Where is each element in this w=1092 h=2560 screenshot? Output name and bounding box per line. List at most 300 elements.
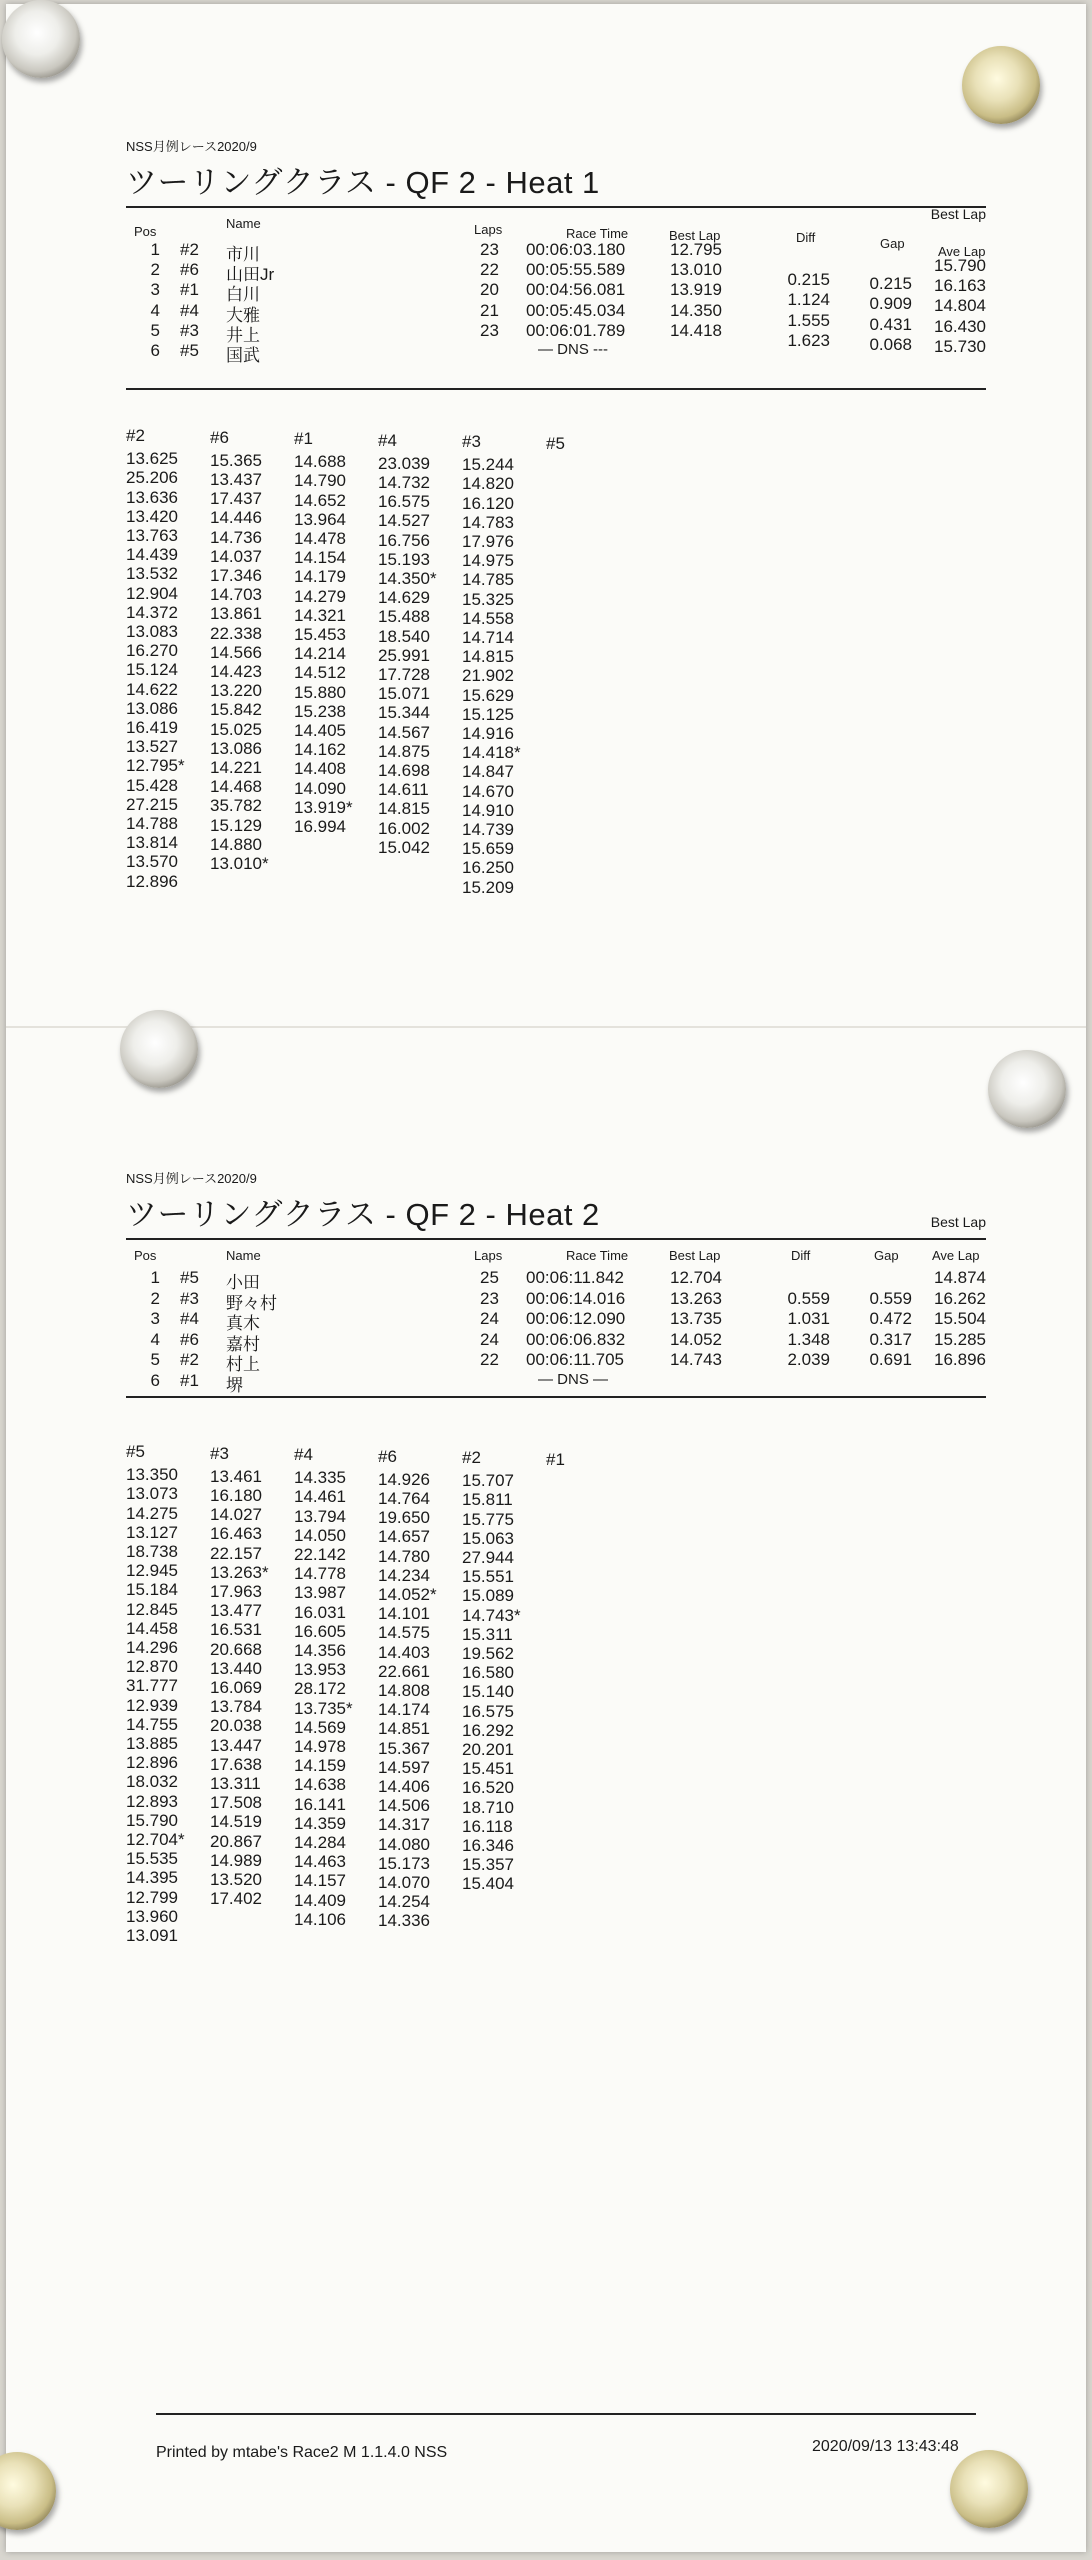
lap-time: 15.365 xyxy=(210,450,262,470)
lap-column xyxy=(126,426,185,891)
lap-time: 14.698 xyxy=(378,760,430,780)
lap-time: 14.788 xyxy=(126,814,178,834)
lap-time: 14.405 xyxy=(294,721,346,741)
lap-time: 20.668 xyxy=(210,1639,262,1659)
result-diff: 2.039 xyxy=(787,1350,830,1369)
heat2-col-name: Name xyxy=(226,1248,261,1263)
lap-column xyxy=(294,429,353,836)
footer-rule xyxy=(156,2413,976,2415)
lap-time: 16.580 xyxy=(462,1663,514,1683)
lap-time: 13.964 xyxy=(294,509,346,529)
lap-time: 12.939 xyxy=(126,1695,178,1715)
lap-time: 15.404 xyxy=(462,1874,514,1894)
lap-column-car: #6 xyxy=(378,1446,397,1466)
lap-time: 14.764 xyxy=(378,1488,430,1508)
lap-time: 14.296 xyxy=(126,1638,178,1658)
lap-time: 14.106 xyxy=(294,1909,346,1929)
result-race-time: 00:06:06.832 xyxy=(526,1329,626,1349)
lap-time: 14.321 xyxy=(294,605,346,625)
lap-column-car: #2 xyxy=(126,426,145,445)
result-laps: 23 xyxy=(480,1288,499,1308)
result-name: 大雅 xyxy=(226,305,260,325)
result-car: #6 xyxy=(180,1329,199,1349)
lap-time: 15.209 xyxy=(462,877,514,897)
result-gap: 0.317 xyxy=(869,1329,912,1349)
result-best-lap: 13.919 xyxy=(670,280,722,300)
lap-time: 13.885 xyxy=(126,1734,178,1754)
result-row xyxy=(126,1350,986,1374)
lap-time: 22.142 xyxy=(294,1545,346,1565)
lap-time: 16.994 xyxy=(294,817,346,837)
result-race-time: — DNS --- xyxy=(538,341,608,358)
result-ave-lap: 16.896 xyxy=(934,1350,986,1369)
lap-time: 13.532 xyxy=(126,564,178,584)
lap-time: 15.129 xyxy=(210,815,262,835)
lap-column xyxy=(126,1442,185,1945)
lap-time: 21.902 xyxy=(462,666,514,686)
result-best-lap: 13.263 xyxy=(670,1288,722,1308)
heat1-col-laps: Laps xyxy=(474,222,503,237)
lap-time: 15.089 xyxy=(462,1586,514,1606)
lap-time: 14.234 xyxy=(378,1565,430,1585)
result-pos: 1 xyxy=(150,1268,160,1287)
lap-time: 14.688 xyxy=(294,452,346,472)
heat1-col-gap: Gap xyxy=(880,236,905,251)
lap-time: 14.910 xyxy=(462,800,514,820)
result-best-lap: 12.704 xyxy=(670,1268,722,1287)
lap-time: 22.157 xyxy=(210,1543,262,1563)
lap-time: 14.567 xyxy=(378,722,430,742)
lap-time: 35.782 xyxy=(210,796,262,816)
lap-time: 13.083 xyxy=(126,622,178,642)
lap-time: 27.944 xyxy=(462,1548,514,1568)
result-name: 市川 xyxy=(226,245,260,264)
lap-column-car: #4 xyxy=(378,430,397,450)
lap-time: 14.989 xyxy=(210,1850,262,1870)
lap-time: 16.575 xyxy=(378,492,430,512)
lap-time: 14.101 xyxy=(378,1604,430,1624)
magnet-icon xyxy=(950,2450,1028,2528)
result-race-time: 00:05:55.589 xyxy=(526,260,626,280)
lap-time: 13.086 xyxy=(126,698,178,718)
result-laps: 24 xyxy=(480,1309,499,1328)
lap-time: 16.520 xyxy=(462,1778,514,1798)
result-car: #5 xyxy=(180,341,199,360)
lap-time: 15.775 xyxy=(462,1509,514,1529)
lap-time: 13.861 xyxy=(210,604,262,624)
lap-time: 20.038 xyxy=(210,1716,262,1736)
lap-time: 14.439 xyxy=(126,545,178,565)
lap-time: 16.120 xyxy=(462,493,514,513)
lap-time: 14.783 xyxy=(462,512,514,532)
lap-time: 14.395 xyxy=(126,1868,178,1888)
lap-time: 15.344 xyxy=(378,703,430,723)
lap-time: 14.157 xyxy=(294,1871,346,1891)
result-car: #4 xyxy=(180,300,199,320)
lap-time: 13.263* xyxy=(210,1562,269,1582)
result-name: 山田Jr xyxy=(226,265,275,285)
lap-time: 13.086 xyxy=(210,738,262,758)
lap-column xyxy=(462,432,521,897)
lap-column-car: #2 xyxy=(462,1448,481,1467)
lap-time: 15.880 xyxy=(294,682,346,702)
lap-time: 14.815 xyxy=(378,799,430,819)
lap-time: 12.893 xyxy=(126,1791,178,1811)
result-race-time: 00:04:56.081 xyxy=(526,280,626,300)
result-car: #1 xyxy=(180,1370,199,1390)
lap-time: 14.638 xyxy=(294,1775,346,1795)
lap-time: 15.428 xyxy=(126,775,178,795)
result-race-time: 00:06:01.789 xyxy=(526,320,626,340)
heat1-col-ave-lap: Ave Lap xyxy=(938,244,986,259)
lap-time: 14.847 xyxy=(462,762,514,782)
lap-time: 14.652 xyxy=(294,490,346,510)
heat2-title-rule xyxy=(126,1238,986,1240)
result-diff: 1.348 xyxy=(787,1329,830,1349)
lap-time: 13.784 xyxy=(210,1697,262,1717)
lap-time: 13.520 xyxy=(210,1869,262,1889)
heat2-col-ave-lap: Ave Lap xyxy=(932,1248,980,1263)
lap-time: 16.069 xyxy=(210,1677,262,1697)
lap-column-car: #1 xyxy=(294,429,313,448)
lap-column xyxy=(210,428,269,874)
result-name: 小田 xyxy=(226,1273,260,1292)
result-car: #2 xyxy=(180,1350,199,1369)
lap-time: 14.359 xyxy=(294,1813,346,1833)
lap-time: 31.777 xyxy=(126,1676,178,1696)
printout-paper xyxy=(6,4,1086,2552)
result-pos: 6 xyxy=(150,341,160,360)
lap-column-car: #3 xyxy=(462,432,481,451)
result-diff: 1.124 xyxy=(787,290,830,310)
lap-time: 20.867 xyxy=(210,1831,262,1851)
result-race-time: 00:06:11.705 xyxy=(526,1350,624,1369)
result-row xyxy=(126,341,986,365)
magnet-icon xyxy=(120,1010,198,1088)
lap-time: 14.335 xyxy=(294,1468,346,1488)
result-laps: 23 xyxy=(480,240,499,259)
lap-time: 14.558 xyxy=(462,608,514,628)
heat1-subtitle: NSS月例レース2020/9 xyxy=(126,139,257,154)
lap-time: 14.275 xyxy=(126,1503,178,1523)
result-name: 白川 xyxy=(226,285,260,305)
result-ave-lap: 15.730 xyxy=(934,336,986,356)
result-pos: 4 xyxy=(150,1329,160,1349)
lap-time: 14.975 xyxy=(462,551,514,571)
heat1-title-rule xyxy=(126,206,986,208)
lap-time: 14.423 xyxy=(210,661,262,681)
lap-time: 14.622 xyxy=(126,679,178,699)
lap-time: 13.073 xyxy=(126,1484,178,1504)
lap-time: 15.042 xyxy=(378,837,430,857)
lap-time: 14.214 xyxy=(294,644,346,664)
lap-time: 14.703 xyxy=(210,585,262,605)
lap-time: 16.756 xyxy=(378,530,430,550)
lap-time: 19.562 xyxy=(462,1644,514,1664)
lap-time: 15.063 xyxy=(462,1528,514,1548)
lap-time: 12.870 xyxy=(126,1657,178,1677)
heat1-col-name: Name xyxy=(226,216,261,231)
result-ave-lap: 16.262 xyxy=(934,1288,986,1308)
result-pos: 5 xyxy=(150,320,160,340)
lap-time: 15.629 xyxy=(462,685,514,705)
lap-time: 13.625 xyxy=(126,449,178,469)
heat2-col-laps: Laps xyxy=(474,1248,503,1263)
result-diff: 1.555 xyxy=(787,310,830,330)
result-pos: 4 xyxy=(150,300,160,320)
lap-column xyxy=(378,431,437,857)
lap-time: 12.799 xyxy=(126,1887,178,1907)
lap-time: 14.755 xyxy=(126,1714,178,1734)
lap-time: 20.201 xyxy=(462,1740,514,1760)
lap-time: 14.406 xyxy=(378,1776,430,1796)
result-gap: 0.691 xyxy=(869,1350,912,1369)
heat2-col-race-time: Race Time xyxy=(566,1248,629,1263)
lap-time: 16.346 xyxy=(462,1836,514,1856)
result-best-lap: 13.735 xyxy=(670,1309,722,1328)
lap-time: 13.220 xyxy=(210,681,262,701)
lap-time: 16.141 xyxy=(294,1794,346,1814)
lap-time: 14.569 xyxy=(294,1717,346,1737)
lap-time: 14.519 xyxy=(210,1812,262,1832)
lap-time: 12.704* xyxy=(126,1830,185,1850)
lap-time: 13.091 xyxy=(126,1926,178,1946)
lap-time: 14.732 xyxy=(378,472,430,492)
lap-column xyxy=(462,1448,521,1894)
lap-column-car: #1 xyxy=(546,1449,565,1469)
lap-column xyxy=(546,434,565,457)
lap-time: 15.535 xyxy=(126,1849,178,1869)
lap-time: 14.070 xyxy=(378,1872,430,1892)
lap-time: 22.661 xyxy=(378,1661,430,1681)
lap-time: 15.325 xyxy=(462,589,514,609)
lap-column xyxy=(378,1447,437,1931)
result-name: 村上 xyxy=(226,1355,260,1374)
heat1-col-pos: Pos xyxy=(134,224,157,239)
lap-time: 14.815 xyxy=(462,647,514,667)
lap-time: 13.127 xyxy=(126,1522,178,1542)
lap-time: 23.039 xyxy=(378,453,430,473)
result-car: #3 xyxy=(180,320,199,340)
lap-time: 14.916 xyxy=(462,724,514,744)
lap-time: 14.418* xyxy=(462,743,521,763)
result-car: #4 xyxy=(180,1309,199,1328)
lap-time: 14.670 xyxy=(462,781,514,801)
result-row xyxy=(126,1288,986,1313)
heat1-col-best-lap: Best Lap xyxy=(669,228,721,243)
result-name: 嘉村 xyxy=(226,1334,260,1354)
lap-time: 14.174 xyxy=(378,1700,430,1720)
lap-time: 13.987 xyxy=(294,1583,346,1603)
result-car: #1 xyxy=(180,280,199,300)
lap-time: 16.575 xyxy=(462,1701,514,1721)
lap-time: 14.356 xyxy=(294,1641,346,1661)
result-best-lap: 14.743 xyxy=(670,1350,722,1369)
lap-time: 16.031 xyxy=(294,1602,346,1622)
lap-time: 14.629 xyxy=(378,588,430,608)
result-laps: 21 xyxy=(480,300,499,320)
lap-time: 17.963 xyxy=(210,1581,262,1601)
lap-time: 14.743* xyxy=(462,1605,521,1625)
lap-time: 19.650 xyxy=(378,1508,430,1528)
lap-time: 14.408 xyxy=(294,759,346,779)
lap-time: 18.710 xyxy=(462,1797,514,1817)
result-car: #2 xyxy=(180,240,199,259)
heat2-title: ツーリングクラス - QF 2 - Heat 2 xyxy=(126,1197,600,1232)
lap-time: 14.478 xyxy=(294,529,346,549)
lap-time: 17.402 xyxy=(210,1889,262,1909)
lap-time: 16.180 xyxy=(210,1485,262,1505)
result-row xyxy=(126,1268,986,1292)
lap-time: 17.508 xyxy=(210,1793,262,1813)
lap-time: 14.875 xyxy=(378,741,430,761)
lap-time: 17.638 xyxy=(210,1754,262,1774)
lap-time: 14.159 xyxy=(294,1756,346,1776)
lap-time: 13.763 xyxy=(126,526,178,546)
result-best-lap: 14.418 xyxy=(670,320,722,340)
lap-time: 15.025 xyxy=(210,719,262,739)
lap-time: 13.636 xyxy=(126,487,178,507)
lap-time: 13.570 xyxy=(126,852,178,872)
lap-time: 25.991 xyxy=(378,645,430,665)
result-gap: 0.431 xyxy=(869,314,912,334)
result-pos: 3 xyxy=(150,280,160,300)
lap-time: 14.154 xyxy=(294,548,346,568)
result-ave-lap: 16.163 xyxy=(934,276,986,296)
heat1-col-diff: Diff xyxy=(796,230,816,245)
lap-time: 13.953 xyxy=(294,1660,346,1680)
lap-column xyxy=(546,1450,565,1473)
result-row xyxy=(126,1309,986,1333)
lap-time: 16.270 xyxy=(126,641,178,661)
result-laps: 22 xyxy=(480,1350,499,1369)
lap-time: 15.551 xyxy=(462,1567,514,1587)
lap-time: 14.403 xyxy=(378,1642,430,1662)
lap-time: 12.896 xyxy=(126,871,178,891)
lap-time: 15.193 xyxy=(378,549,430,569)
lap-time: 12.896 xyxy=(126,1753,178,1773)
lap-time: 14.926 xyxy=(378,1469,430,1489)
lap-time: 15.071 xyxy=(378,684,430,704)
lap-time: 15.124 xyxy=(126,660,178,680)
lap-time: 14.027 xyxy=(210,1505,262,1525)
lap-time: 14.880 xyxy=(210,834,262,854)
lap-time: 15.451 xyxy=(462,1759,514,1779)
result-name: 井上 xyxy=(226,325,260,345)
lap-column-car: #6 xyxy=(210,427,229,447)
lap-time: 13.350 xyxy=(126,1465,178,1485)
lap-column-car: #5 xyxy=(126,1442,145,1461)
lap-time: 18.738 xyxy=(126,1542,178,1562)
lap-time: 14.575 xyxy=(378,1623,430,1643)
result-diff: 0.559 xyxy=(787,1288,830,1308)
lap-column-car: #5 xyxy=(546,433,565,453)
lap-time: 14.778 xyxy=(294,1564,346,1584)
lap-time: 13.735* xyxy=(294,1698,353,1718)
lap-time: 16.292 xyxy=(462,1720,514,1740)
lap-time: 15.659 xyxy=(462,839,514,859)
result-ave-lap: 15.285 xyxy=(934,1329,986,1349)
result-pos: 2 xyxy=(150,260,160,280)
result-ave-lap: 16.430 xyxy=(934,316,986,336)
lap-time: 14.284 xyxy=(294,1833,346,1853)
lap-time: 28.172 xyxy=(294,1679,346,1699)
result-laps: 23 xyxy=(480,320,499,340)
lap-time: 17.728 xyxy=(378,664,430,684)
lap-time: 13.960 xyxy=(126,1906,178,1926)
lap-time: 13.447 xyxy=(210,1735,262,1755)
heat2-col-gap: Gap xyxy=(874,1248,899,1263)
result-name: 真木 xyxy=(226,1314,260,1333)
lap-time: 17.976 xyxy=(462,532,514,552)
heat2-col-diff: Diff xyxy=(791,1248,811,1263)
result-car: #5 xyxy=(180,1268,199,1287)
lap-time: 14.336 xyxy=(378,1911,430,1931)
lap-time: 15.184 xyxy=(126,1580,178,1600)
lap-time: 14.162 xyxy=(294,740,346,760)
result-gap: 0.909 xyxy=(869,294,912,314)
lap-time: 22.338 xyxy=(210,623,262,643)
lap-time: 13.794 xyxy=(294,1506,346,1526)
lap-time: 15.488 xyxy=(378,607,430,627)
result-pos: 5 xyxy=(150,1350,160,1369)
lap-time: 13.010* xyxy=(210,853,269,873)
lap-time: 12.904 xyxy=(126,583,178,603)
result-pos: 2 xyxy=(150,1288,160,1308)
lap-time: 12.945 xyxy=(126,1561,178,1581)
result-laps: 24 xyxy=(480,1329,499,1349)
result-race-time: 00:06:14.016 xyxy=(526,1288,626,1308)
result-best-lap: 14.052 xyxy=(670,1329,722,1349)
lap-time: 14.458 xyxy=(126,1618,178,1638)
heat1-sheet xyxy=(126,136,986,897)
lap-time: 14.090 xyxy=(294,778,346,798)
heat2-col-best-lap: Best Lap xyxy=(669,1248,721,1263)
result-diff: 1.623 xyxy=(787,330,830,350)
lap-column-car: #4 xyxy=(294,1445,313,1464)
lap-time: 14.037 xyxy=(210,546,262,566)
lap-time: 16.605 xyxy=(294,1621,346,1641)
result-pos: 3 xyxy=(150,1309,160,1328)
lap-time: 14.372 xyxy=(126,602,178,622)
lap-time: 13.527 xyxy=(126,737,178,757)
result-laps: 25 xyxy=(480,1268,499,1287)
lap-time: 16.531 xyxy=(210,1620,262,1640)
lap-time: 15.173 xyxy=(378,1853,430,1873)
result-car: #3 xyxy=(180,1288,199,1308)
lap-time: 14.080 xyxy=(378,1834,430,1854)
lap-time: 17.437 xyxy=(210,489,262,509)
lap-time: 14.736 xyxy=(210,527,262,547)
heat1-col-race-time: Race Time xyxy=(566,226,629,241)
lap-time: 14.506 xyxy=(378,1796,430,1816)
heat1-results-rule xyxy=(126,388,986,390)
result-row xyxy=(126,1370,986,1395)
heat1-best-lap-header: Best Lap xyxy=(930,206,986,222)
lap-time: 18.032 xyxy=(126,1772,178,1792)
result-ave-lap: 14.874 xyxy=(934,1268,986,1287)
lap-time: 14.512 xyxy=(294,663,346,683)
magnet-icon xyxy=(962,46,1040,124)
lap-time: 16.250 xyxy=(462,858,514,878)
lap-time: 14.566 xyxy=(210,642,262,662)
lap-time: 25.206 xyxy=(126,468,178,488)
lap-time: 14.780 xyxy=(378,1546,430,1566)
result-ave-lap: 15.790 xyxy=(934,256,986,275)
lap-time: 13.437 xyxy=(210,469,262,489)
heat2-subtitle: NSS月例レース2020/9 xyxy=(126,1171,257,1186)
result-pos: 6 xyxy=(150,1370,160,1390)
